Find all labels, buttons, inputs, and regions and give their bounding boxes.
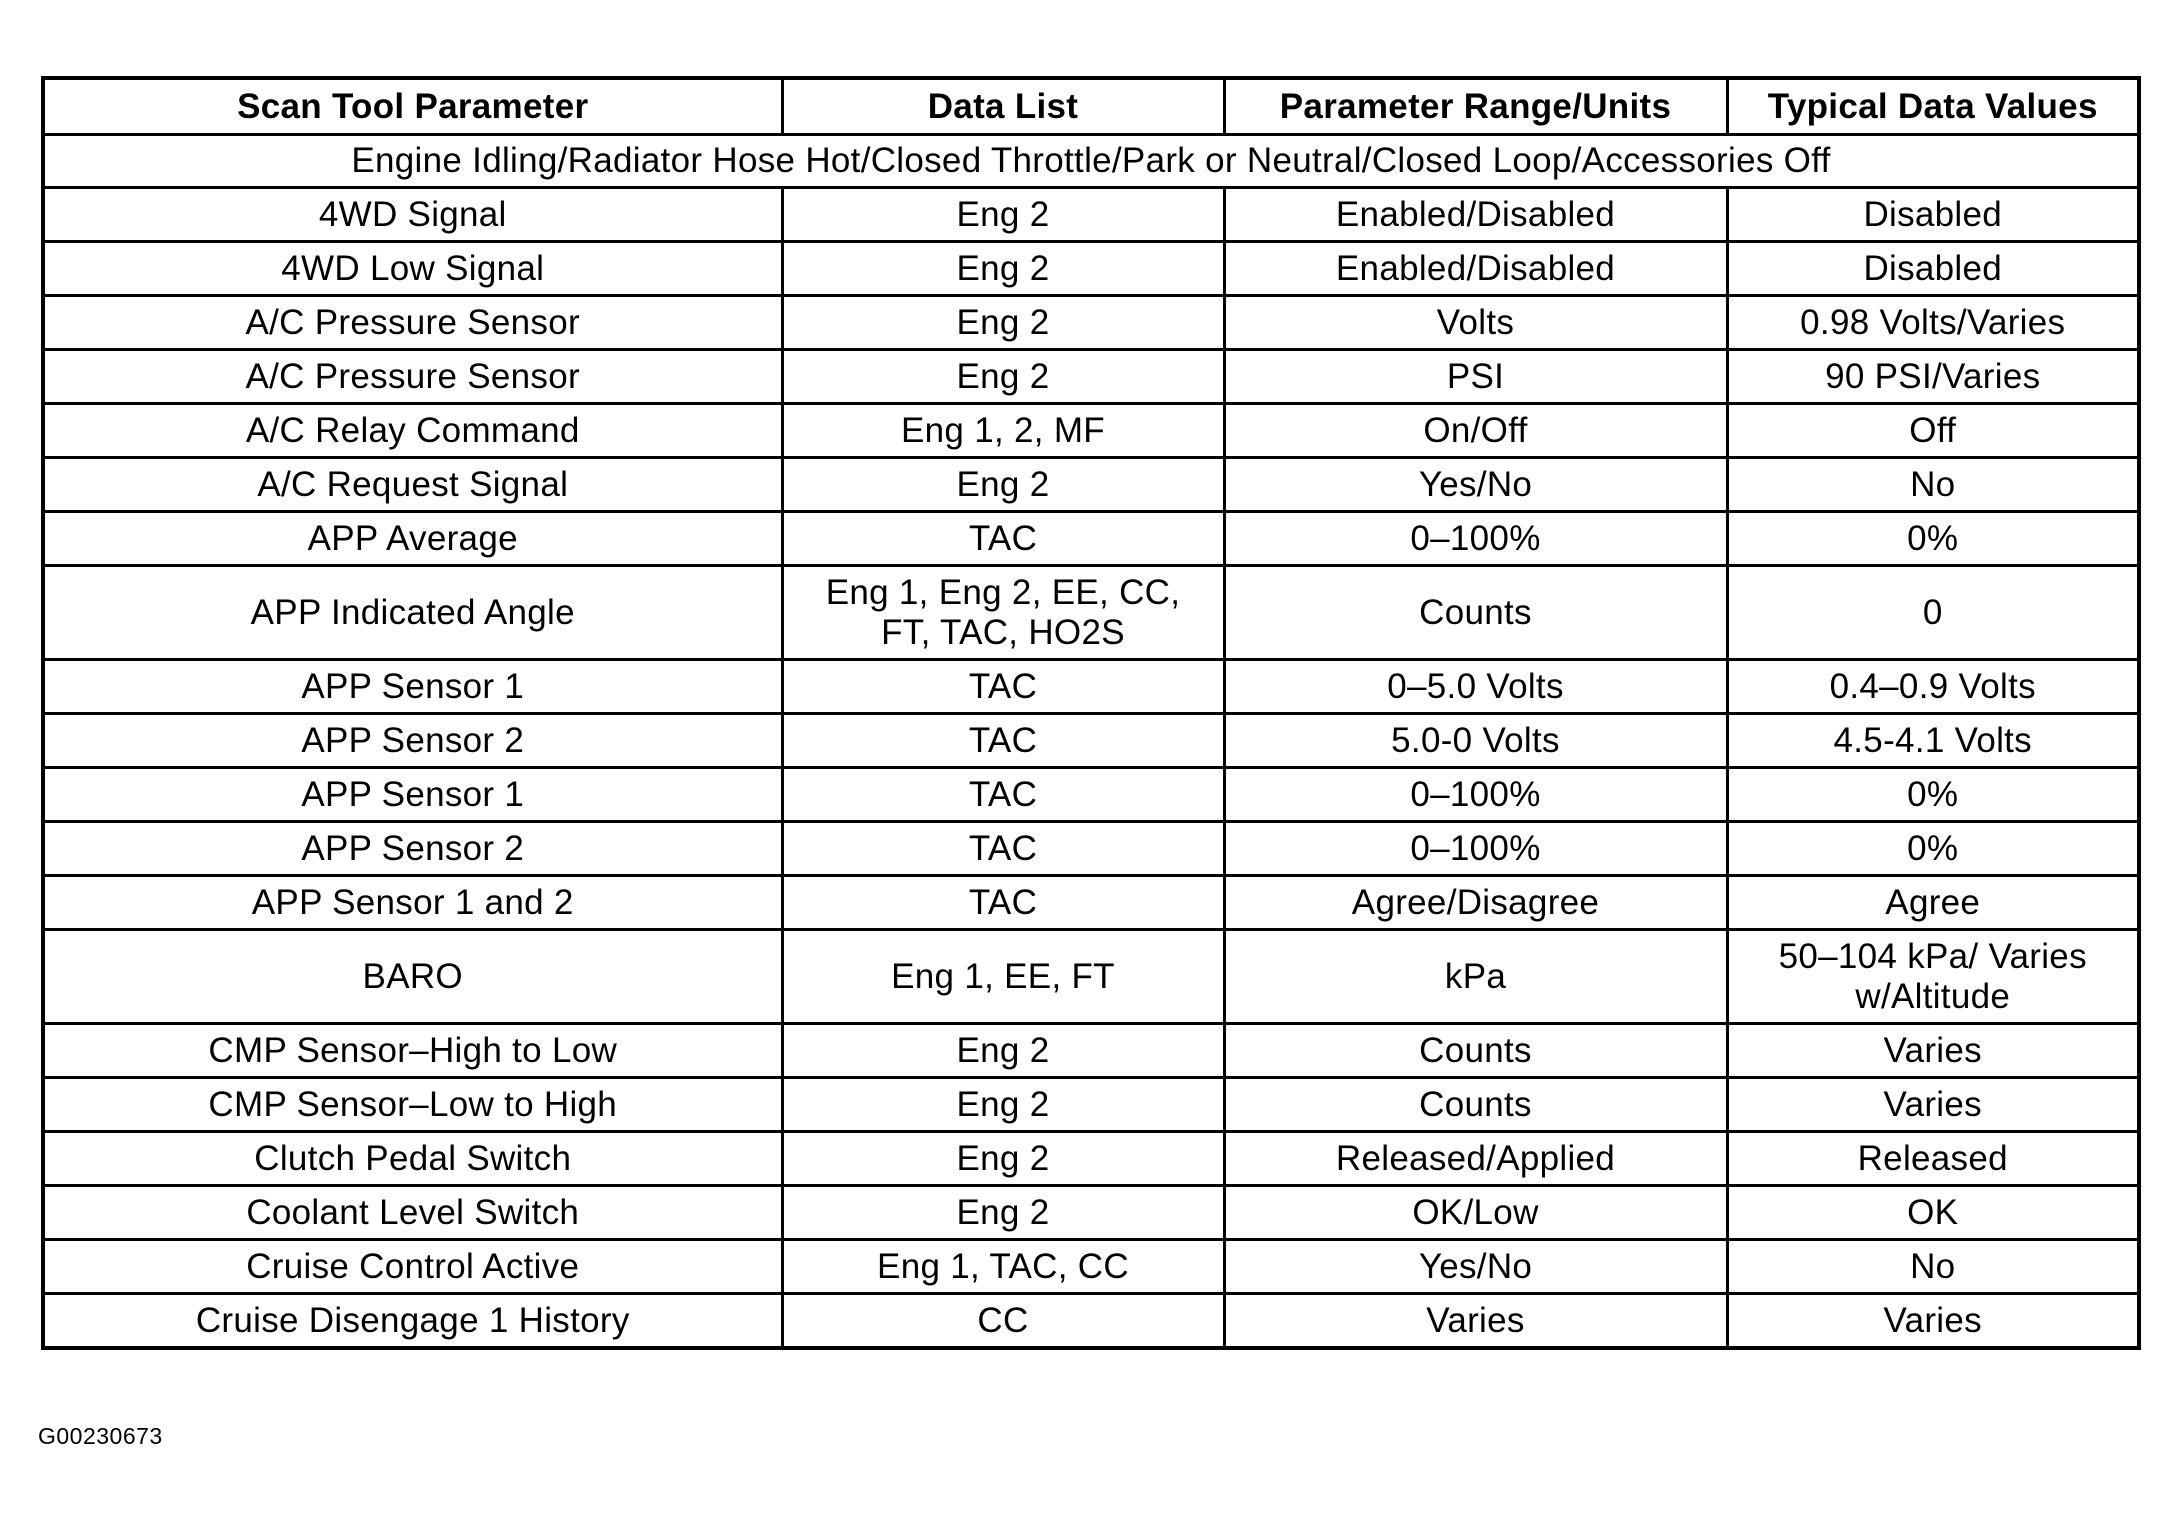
cell-data-list: Eng 2 <box>782 1024 1224 1078</box>
cell-range-units: On/Off <box>1224 404 1727 458</box>
cell-parameter: APP Indicated Angle <box>43 566 782 660</box>
cell-range-units: 0–100% <box>1224 512 1727 566</box>
table-body <box>43 135 2139 1349</box>
cell-data-list <box>782 566 1224 660</box>
cell-typical-value: Released <box>1727 1132 2139 1186</box>
cell-range-units: kPa <box>1224 930 1727 1024</box>
cell-data-list: Eng 1, 2, MF <box>782 404 1224 458</box>
cell-range-units: 0–5.0 Volts <box>1224 660 1727 714</box>
cell-typical-value: 0% <box>1727 768 2139 822</box>
table-row <box>43 930 2139 1024</box>
cell-data-list: TAC <box>782 876 1224 930</box>
cell-data-list: TAC <box>782 512 1224 566</box>
header-row <box>43 78 2139 135</box>
cell-typical-value: Varies <box>1727 1078 2139 1132</box>
cell-line: w/Altitude <box>1855 976 2011 1016</box>
cell-typical-value: Disabled <box>1727 188 2139 242</box>
header-parameter-range-units: Parameter Range/Units <box>1224 78 1727 135</box>
cell-range-units: Counts <box>1224 1078 1727 1132</box>
cell-data-list: Eng 2 <box>782 350 1224 404</box>
table-row <box>43 458 2139 512</box>
cell-data-list: Eng 2 <box>782 1078 1224 1132</box>
cell-data-list: Eng 2 <box>782 458 1224 512</box>
cell-range-units: 5.0-0 Volts <box>1224 714 1727 768</box>
cell-range-units: Counts <box>1224 566 1727 660</box>
table-row <box>43 566 2139 660</box>
cell-parameter: APP Sensor 1 and 2 <box>43 876 782 930</box>
condition-cell: Engine Idling/Radiator Hose Hot/Closed Throttle/Park or Neutral/Closed Loop/Accessories Off <box>43 135 2139 188</box>
cell-typical-value: 90 PSI/Varies <box>1727 350 2139 404</box>
table-row <box>43 660 2139 714</box>
cell-range-units: 0–100% <box>1224 768 1727 822</box>
table-row <box>43 242 2139 296</box>
cell-typical-value: Varies <box>1727 1024 2139 1078</box>
cell-parameter: APP Sensor 1 <box>43 660 782 714</box>
cell-parameter: Cruise Control Active <box>43 1240 782 1294</box>
cell-parameter: A/C Pressure Sensor <box>43 296 782 350</box>
cell-typical-value: No <box>1727 458 2139 512</box>
cell-data-list: Eng 2 <box>782 1132 1224 1186</box>
header-data-list: Data List <box>782 78 1224 135</box>
cell-data-list: Eng 1, EE, FT <box>782 930 1224 1024</box>
cell-data-list: Eng 2 <box>782 296 1224 350</box>
figure-id: G00230673 <box>38 1423 163 1449</box>
cell-parameter: CMP Sensor–High to Low <box>43 1024 782 1078</box>
cell-data-list: CC <box>782 1294 1224 1349</box>
cell-line: FT, TAC, HO2S <box>881 612 1125 652</box>
table-row <box>43 822 2139 876</box>
cell-data-list: Eng 1, TAC, CC <box>782 1240 1224 1294</box>
cell-parameter: A/C Relay Command <box>43 404 782 458</box>
cell-range-units: Enabled/Disabled <box>1224 188 1727 242</box>
cell-parameter: BARO <box>43 930 782 1024</box>
cell-parameter: 4WD Signal <box>43 188 782 242</box>
cell-parameter: Coolant Level Switch <box>43 1186 782 1240</box>
table-row <box>43 768 2139 822</box>
cell-range-units: PSI <box>1224 350 1727 404</box>
cell-typical-value: 0% <box>1727 822 2139 876</box>
table-row <box>43 1186 2139 1240</box>
cell-range-units: Agree/Disagree <box>1224 876 1727 930</box>
cell-parameter: Cruise Disengage 1 History <box>43 1294 782 1349</box>
cell-parameter: A/C Request Signal <box>43 458 782 512</box>
header-scan-tool-parameter: Scan Tool Parameter <box>43 78 782 135</box>
cell-range-units: Enabled/Disabled <box>1224 242 1727 296</box>
table-row <box>43 296 2139 350</box>
cell-parameter: APP Average <box>43 512 782 566</box>
table-row <box>43 1024 2139 1078</box>
cell-data-list: TAC <box>782 714 1224 768</box>
cell-line: 50–104 kPa/ Varies <box>1778 936 2087 976</box>
table-row <box>43 876 2139 930</box>
cell-data-list: TAC <box>782 660 1224 714</box>
cell-typical-value: Agree <box>1727 876 2139 930</box>
cell-data-list: Eng 2 <box>782 242 1224 296</box>
cell-line: Eng 1, Eng 2, EE, CC, <box>825 572 1181 612</box>
table-row <box>43 1240 2139 1294</box>
cell-parameter: Clutch Pedal Switch <box>43 1132 782 1186</box>
cell-typical-value: 0 <box>1727 566 2139 660</box>
cell-parameter: APP Sensor 1 <box>43 768 782 822</box>
table-row <box>43 714 2139 768</box>
table-row <box>43 1078 2139 1132</box>
cell-parameter: APP Sensor 2 <box>43 822 782 876</box>
cell-data-list: Eng 2 <box>782 1186 1224 1240</box>
cell-parameter: CMP Sensor–Low to High <box>43 1078 782 1132</box>
table-row <box>43 512 2139 566</box>
cell-typical-value: Disabled <box>1727 242 2139 296</box>
header-typical-data-values: Typical Data Values <box>1727 78 2139 135</box>
cell-data-list: TAC <box>782 768 1224 822</box>
cell-range-units: Volts <box>1224 296 1727 350</box>
cell-data-list: Eng 2 <box>782 188 1224 242</box>
cell-typical-value: 0% <box>1727 512 2139 566</box>
table-row <box>43 188 2139 242</box>
cell-range-units: Varies <box>1224 1294 1727 1349</box>
cell-data-list: TAC <box>782 822 1224 876</box>
cell-typical-value: No <box>1727 1240 2139 1294</box>
cell-parameter: 4WD Low Signal <box>43 242 782 296</box>
table-row <box>43 1294 2139 1349</box>
cell-parameter: APP Sensor 2 <box>43 714 782 768</box>
scan-tool-data-table <box>41 76 2141 1350</box>
cell-typical-value: OK <box>1727 1186 2139 1240</box>
cell-range-units: 0–100% <box>1224 822 1727 876</box>
cell-typical-value: Off <box>1727 404 2139 458</box>
cell-typical-value: 4.5-4.1 Volts <box>1727 714 2139 768</box>
cell-range-units: Released/Applied <box>1224 1132 1727 1186</box>
cell-parameter: A/C Pressure Sensor <box>43 350 782 404</box>
cell-range-units: Counts <box>1224 1024 1727 1078</box>
cell-range-units: Yes/No <box>1224 1240 1727 1294</box>
cell-typical-value: 0.4–0.9 Volts <box>1727 660 2139 714</box>
cell-typical-value: 0.98 Volts/Varies <box>1727 296 2139 350</box>
table-row <box>43 350 2139 404</box>
table-row <box>43 404 2139 458</box>
cell-typical-value <box>1727 930 2139 1024</box>
condition-row <box>43 135 2139 188</box>
cell-range-units: OK/Low <box>1224 1186 1727 1240</box>
cell-range-units: Yes/No <box>1224 458 1727 512</box>
table-row <box>43 1132 2139 1186</box>
table-header <box>43 78 2139 135</box>
cell-typical-value: Varies <box>1727 1294 2139 1349</box>
